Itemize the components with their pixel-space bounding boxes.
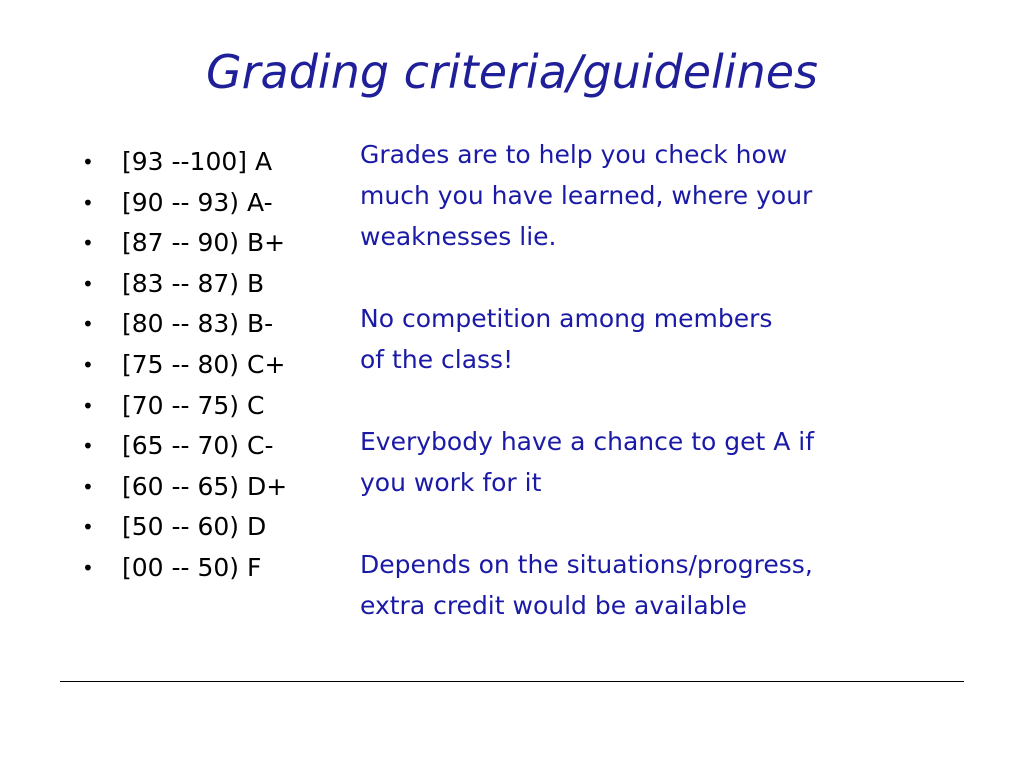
- note-no-competition: No competition among members of the class!: [360, 304, 773, 374]
- grade-letter: C+: [247, 349, 286, 379]
- grade-letter: B: [247, 268, 265, 298]
- footer-divider: [60, 681, 964, 682]
- grade-range: [00 -- 50): [122, 552, 240, 582]
- grade-label: [122, 142, 272, 183]
- slide-title: Grading criteria/guidelines: [205, 45, 818, 99]
- grade-letter: F: [247, 552, 262, 582]
- grade-letter: A: [254, 147, 273, 176]
- grade-label: [122, 264, 264, 305]
- grade-letter: D+: [247, 471, 288, 501]
- note-extra-credit: Depends on the situations/progress, extra credit would be available: [360, 550, 813, 620]
- grade-letter: D: [247, 512, 267, 542]
- bullet-dot-icon: •: [82, 515, 94, 540]
- grade-range: [93 --100]: [122, 147, 248, 176]
- bullet-dot-icon: •: [82, 434, 94, 459]
- grade-letter: B-: [247, 309, 274, 339]
- grade-label: [122, 507, 266, 548]
- note-chance-for-a: Everybody have a chance to get A if you work for it: [360, 427, 815, 497]
- grading-notes: [360, 134, 980, 626]
- grade-range: [87 -- 90): [122, 228, 240, 258]
- grade-range: [75 -- 80): [122, 349, 240, 379]
- note-purpose: Grades are to help you check how much you have learned, where your weaknesses lie.: [360, 140, 813, 251]
- bullet-dot-icon: •: [82, 190, 94, 215]
- grade-label: [122, 345, 285, 386]
- grade-range: [50 -- 60): [122, 512, 240, 542]
- grade-label: [122, 426, 274, 467]
- grade-range: [60 -- 65): [122, 471, 240, 501]
- grade-range: [80 -- 83): [122, 309, 240, 339]
- grade-range: [70 -- 75): [122, 390, 240, 420]
- grade-letter: B+: [247, 228, 286, 258]
- bullet-dot-icon: •: [82, 271, 94, 296]
- bullet-dot-icon: •: [82, 150, 94, 174]
- grade-range: [65 -- 70): [122, 431, 240, 461]
- bullet-dot-icon: •: [82, 352, 94, 377]
- grade-range: [83 -- 87): [122, 268, 240, 298]
- grade-label: [122, 223, 285, 264]
- bullet-dot-icon: •: [82, 312, 94, 337]
- bullet-dot-icon: •: [82, 555, 94, 580]
- grade-label: [122, 548, 261, 589]
- bullet-dot-icon: •: [82, 231, 94, 256]
- grade-label: [122, 386, 265, 427]
- bullet-dot-icon: •: [82, 474, 94, 499]
- grade-letter: C: [247, 390, 265, 420]
- grade-label: [122, 183, 273, 224]
- grade-letter: A-: [247, 187, 273, 217]
- grade-range: [90 -- 93): [122, 187, 240, 217]
- grade-letter: C-: [247, 431, 274, 461]
- grade-label: [122, 304, 273, 345]
- grade-label: [122, 467, 287, 508]
- bullet-dot-icon: •: [82, 393, 94, 418]
